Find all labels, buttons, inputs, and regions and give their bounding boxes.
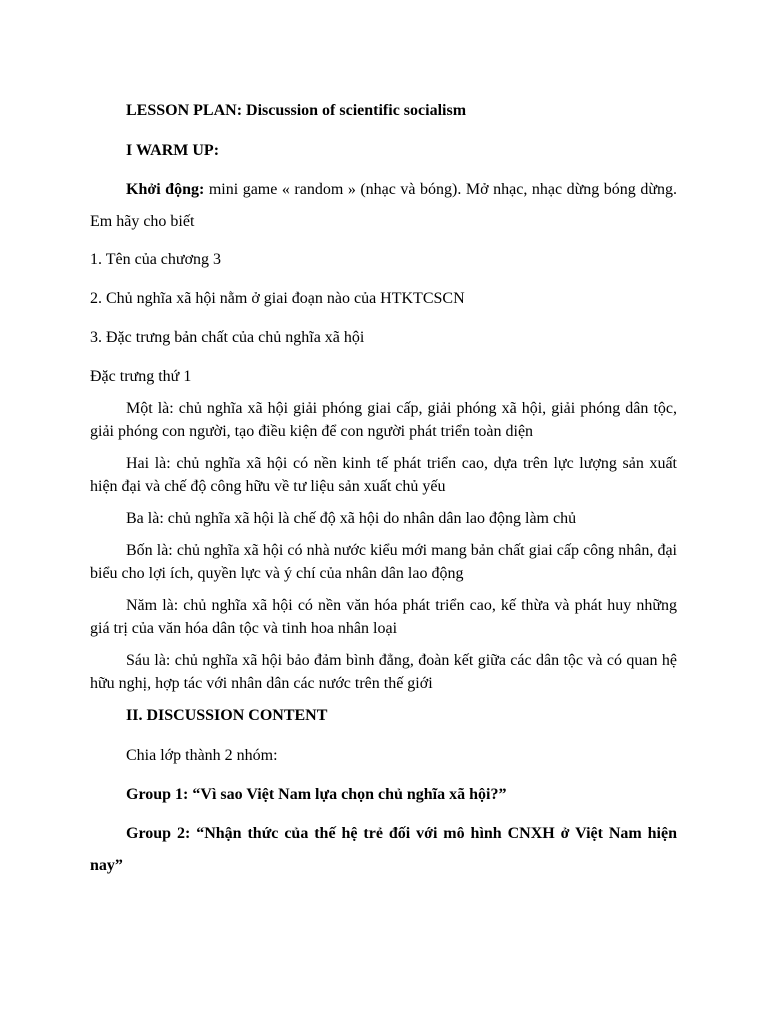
feature-item: Một là: chủ nghĩa xã hội giải phóng giai cấp, giải phóng xã hội, giải phóng dân tộc, giải phóng con người, tạo điều kiện để con người phát triển toàn diện [90,400,677,440]
feature-item: Ba là: chủ nghĩa xã hội là chế độ xã hội do nhân dân lao động làm chủ [126,510,577,527]
group-1: Group 1: “Vì sao Việt Nam lựa chọn chủ nghĩa xã hội?” [126,786,507,803]
discussion-intro: Chia lớp thành 2 nhóm: [126,747,278,764]
question-1: 1. Tên của chương 3 [90,251,222,268]
feature-item: Sáu là: chủ nghĩa xã hội bảo đảm bình đẳng, đoàn kết giữa các dân tộc và có quan hệ hữu nghị, hợp tác với nhân dân các nước trên thế giới [90,652,677,692]
feature-item: Năm là: chủ nghĩa xã hội có nền văn hóa phát triển cao, kế thừa và phát huy những giá trị của văn hóa dân tộc và tinh hoa nhân loại [90,597,677,637]
feature-heading: Đặc trưng thứ 1 [90,368,192,385]
warmup-intro-label: Khởi động: [126,181,205,198]
warmup-intro [90,174,677,238]
warmup-intro-text: mini game « random » (nhạc và bóng). Mở nhạc, nhạc dừng bóng dừng. Em hãy cho biết [90,181,677,230]
feature-item: Hai là: chủ nghĩa xã hội có nền kinh tế phát triển cao, dựa trên lực lượng sản xuất hiện đại và chế độ công hữu về tư liệu sản xuất chủ yếu [90,455,677,495]
feature-item: Bốn là: chủ nghĩa xã hội có nhà nước kiểu mới mang bản chất giai cấp công nhân, đại biểu cho lợi ích, quyền lực và ý chí của nhân dân lao động [90,542,677,582]
discussion-heading: II. DISCUSSION CONTENT [126,707,328,724]
group-2: Group 2: “Nhận thức của thế hệ trẻ đối với mô hình CNXH ở Việt Nam hiện nay” [90,825,677,874]
question-3: 3. Đặc trưng bản chất của chủ nghĩa xã hội [90,329,365,346]
lesson-title: LESSON PLAN: Discussion of scientific socialism [126,102,467,119]
question-2: 2. Chủ nghĩa xã hội nằm ở giai đoạn nào của HTKTCSCN [90,290,465,307]
warmup-heading: I WARM UP: [126,142,220,159]
